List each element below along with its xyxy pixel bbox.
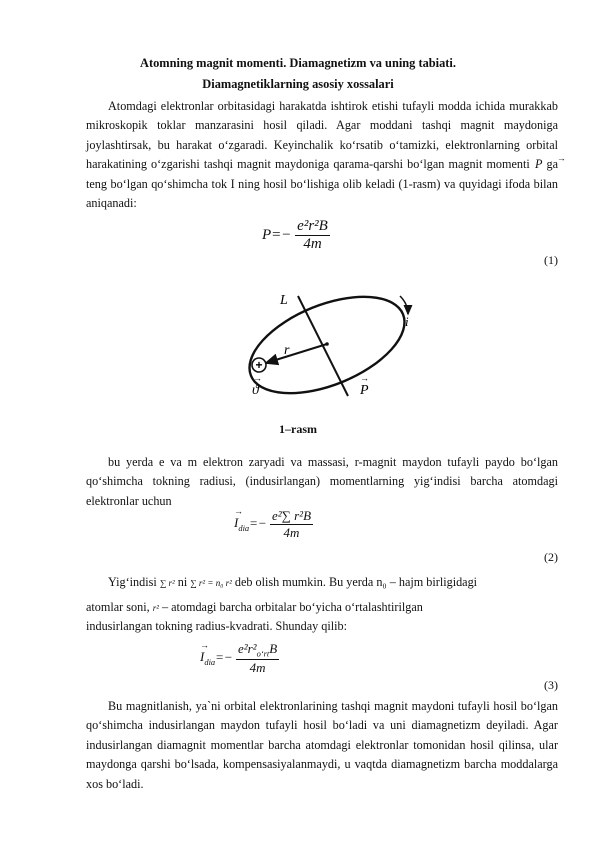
svg-text:→: → [253, 373, 262, 383]
line-5: indusirlangan tokning radius-kvadrati. Shunday qilib: [86, 619, 347, 633]
equation-3: I → $_{dia}$=− $\frac{e^2r^2_{o‘rt}B}{4m}$ [200, 640, 278, 675]
page-subtitle: Diamagnetiklarning asosiy xossalari [202, 77, 394, 91]
line3-text-b: ni [177, 575, 188, 589]
equation-2: I → $_{dia}$=− $\frac{\text{e²∑ r²B}}{4m}$ [234, 506, 312, 540]
vector-P-symbol: P → [534, 153, 566, 172]
svg-text:+: + [255, 358, 263, 372]
eq2-lhs: I [234, 515, 239, 531]
eq2-denominator: 4m [283, 525, 300, 540]
eq2-numerator: e²∑ r²B [271, 508, 312, 523]
paragraph-4-text: Bu magnitlanish, ya`ni orbital elektronlarining tashqi magnit maydoni tufayli hosil bo‘lgan qo‘shimcha indusirlangan maydon tufayli hosil bo‘ladi va uni diamagnetizm deyiladi. Agar indusirlangan diamagnit momentlar barcha atomdagi elektronlar tomonidan hosil qilinsa, ular maydonga qarshi bo‘lsada, kompensasiyalanmaydi, u vaqtda diamagnetizm barcha moddalarga xos bo‘ladi. [86, 699, 558, 791]
line-4 [86, 600, 558, 615]
paragraph-4 [86, 697, 558, 794]
sum-expression-2: ∑ r² = n₀ r² [190, 578, 232, 588]
label-L: L [280, 293, 288, 308]
eq1-denominator: 4m [303, 236, 322, 252]
line4-text-b: – atomdagi barcha orbitalar bo‘yicha o‘rtalashtirilgan [161, 600, 423, 614]
avg-radius-symbol: r² [152, 603, 159, 613]
eq3-numerator-subscript: o‘rt [256, 648, 270, 659]
eq3-subscript: dia [204, 656, 216, 667]
eq3-lhs: I [200, 649, 205, 665]
eq3-denominator: 4m [249, 659, 266, 675]
radius-arrow [266, 344, 327, 363]
figure-caption: 1–rasm [279, 422, 317, 436]
line3-text-c: deb olish mumkin. Bu yerda n₀ – hajm birligidagi [234, 575, 478, 589]
paragraph-2 [86, 453, 558, 511]
line-3 [86, 575, 558, 590]
paragraph-2-text: bu yerda e va m elektron zaryadi va massasi, r-magnit maydon tufayli paydo bo‘lgan qo‘shimcha tokning radiusi, (indusirlangan) momentlarning yig‘indisi barcha atomdagi elektronlar uchun [86, 455, 558, 508]
equation-2-number: (2) [544, 550, 558, 564]
paragraph-1-text: Atomdagi elektronlar orbitasidagi harakatda ishtirok etishi tufayli modda ichida murakkab mikroskopik toklar manzarasini hosil qiladi. Agar moddani tashqi magnit maydoniga joylashtirsak, bu harakat o‘zgaradi. Keyinchalik ko‘rsatib o‘tamizki, elektronlarning orbital harakatining o‘zgarishi tashqi magnit maydoniga qarama-qarshi bo‘lgan magnit momenti [86, 99, 558, 172]
page-title: Atomning magnit momenti. Diamagnetizm va uning tabiati. [140, 56, 456, 70]
orbit-figure [240, 282, 430, 412]
eq2-subscript: dia [238, 523, 250, 534]
eq3-numerator-end: B [269, 641, 278, 656]
label-i: i [405, 314, 409, 329]
equation-3-number: (3) [544, 678, 558, 692]
label-r: r [284, 343, 290, 358]
paragraph-1 [86, 97, 566, 213]
eq1-numerator: e²r²B [297, 218, 328, 234]
label-P: P [360, 383, 369, 398]
label-velocity: ϑ [252, 383, 259, 398]
equation-1 [262, 218, 330, 253]
line4-text-a: atomlar soni, [86, 600, 150, 614]
paragraph-1-end: ga teng bo‘lgan qo‘shimcha tok I ning hosil bo‘lishiga olib keladi (1-rasm) va quyidagi ifoda bilan aniqanadi: [86, 157, 559, 211]
line3-text-a: Yig‘indisi [108, 575, 157, 589]
eq3-numerator: e²r² [237, 641, 257, 656]
orbit-ellipse [240, 282, 418, 412]
sum-expression-1: ∑ r² [159, 578, 175, 588]
eq1-lhs: P=− [262, 226, 292, 243]
svg-text:→: → [360, 373, 369, 383]
equation-1-number: (1) [544, 253, 558, 267]
